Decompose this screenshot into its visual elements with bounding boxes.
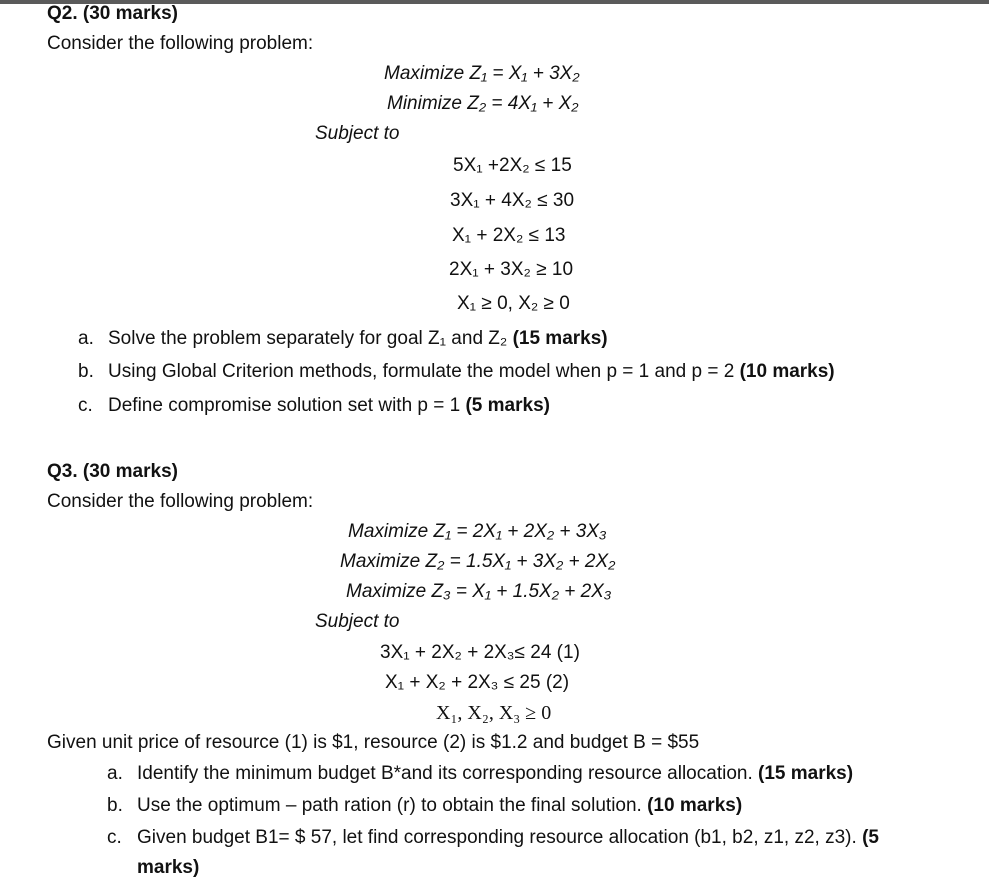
q2-item-c-marks: (5 marks) [465,395,550,416]
q3-objective-3 [346,580,611,604]
q3-heading: Q3. (30 marks) [47,461,178,482]
q2-constraint-5: X₁ ≥ 0, X₂ ≥ 0 [457,293,570,314]
q3-item-c-marks: (5 [862,827,879,848]
q2-objective-2 [387,92,579,116]
q2-item-a [78,327,608,351]
q2-objective-1-text: Maximize Z₁ = X₁ + 3X₂ [384,63,580,84]
q3-item-c-label: c. [107,827,122,848]
q2-item-b-label: b. [78,361,94,382]
q2-item-c-text: Define compromise solution set with p = 1 [108,395,461,416]
q3-objective-2-text: Maximize Z₂ = 1.5X₁ + 3X₂ + 2X₂ [340,551,616,572]
q2-item-a-text: Solve the problem separately for goal Z₁ and Z₂ [108,328,508,349]
q2-item-b [78,360,835,384]
q3-given: Given unit price of resource (1) is $1, resource (2) is $1.2 and budget B = $55 [47,732,700,753]
q3-intro: Consider the following problem: [47,491,314,512]
q3-item-a-label: a. [107,763,123,784]
q2-item-b-text: Using Global Criterion methods, formulate the model when p = 1 and p = 2 [108,361,735,382]
q3-item-a-text: Identify the minimum budget B*and its corresponding resource allocation. [137,763,753,784]
q2-objective-2-text: Minimize Z₂ = 4X₁ + X₂ [387,93,579,114]
q3-objective-2 [340,550,615,574]
q3-constraint-2: X₁ + X₂ + 2X₃ ≤ 25 (2) [385,672,570,693]
q2-item-a-marks: (15 marks) [512,328,608,349]
q3-item-c-continued [137,856,199,880]
q3-objective-3-text: Maximize Z₃ = X₁ + 1.5X₂ + 2X₃ [346,581,612,602]
q3-subject-to: Subject to [315,611,400,632]
q3-objective-1 [348,520,607,544]
q2-item-b-marks: (10 marks) [739,361,835,382]
q2-constraint-3: X₁ + 2X₂ ≤ 13 [452,225,566,246]
q3-item-a [107,762,853,786]
q3-item-b-label: b. [107,795,123,816]
q3-constraint-3: X₁, X₂, X₃ ≥ 0 [436,702,552,724]
q3-item-b-marks: (10 marks) [647,795,743,816]
q2-constraint-4: 2X₁ + 3X₂ ≥ 10 [449,259,574,280]
q3-item-c-text: Given budget B1= $ 57, let find corresponding resource allocation (b1, b2, z1, z2, z3). [137,827,857,848]
q3-item-b [107,794,742,818]
q2-constraint-1: 5X₁ +2X₂ ≤ 15 [453,155,572,176]
q3-item-c [107,826,879,850]
q2-objective-1 [384,62,580,86]
q3-constraint-1: 3X₁ + 2X₂ + 2X₃≤ 24 (1) [380,642,580,663]
q3-item-b-text: Use the optimum – path ration (r) to obtain the final solution. [137,795,642,816]
q2-intro: Consider the following problem: [47,33,314,54]
q2-item-c-label: c. [78,395,93,416]
q2-item-c [78,394,550,418]
q3-item-c-marks-end: marks) [137,857,200,878]
q2-constraint-2: 3X₁ + 4X₂ ≤ 30 [450,190,575,211]
q3-objective-1-text: Maximize Z₁ = 2X₁ + 2X₂ + 3X₃ [348,521,607,542]
q2-subject-to: Subject to [315,123,400,144]
q3-item-a-marks: (15 marks) [758,763,854,784]
q2-heading: Q2. (30 marks) [47,3,178,24]
q2-item-a-label: a. [78,328,94,349]
